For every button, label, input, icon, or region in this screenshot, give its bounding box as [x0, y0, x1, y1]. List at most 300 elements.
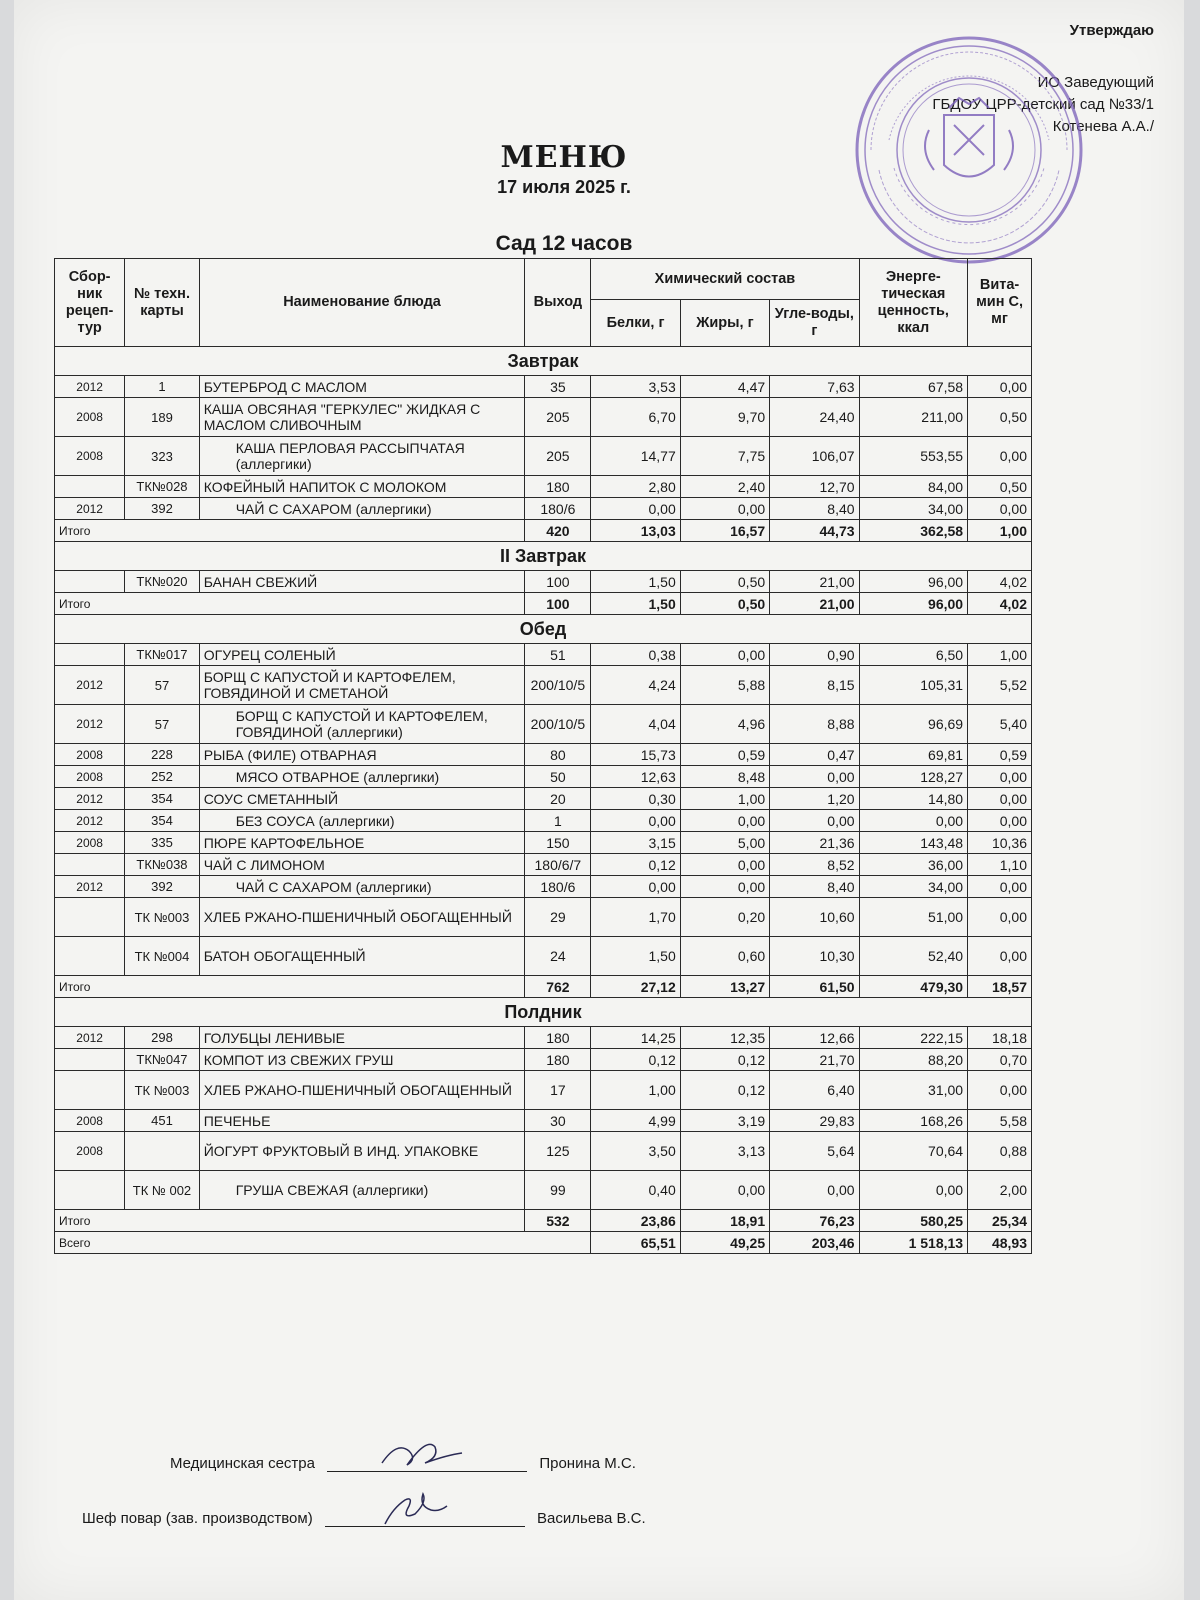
menu-sheet	[14, 0, 1184, 1600]
section-header-row	[55, 542, 1032, 571]
cell-recipe-collection	[55, 644, 125, 666]
cell-dish-name: КАША ОВСЯНАЯ "ГЕРКУЛЕС" ЖИДКАЯ С МАСЛОМ СЛИВОЧНЫМ	[199, 398, 525, 437]
cell-value-c: 8,88	[770, 705, 859, 744]
cell-recipe-collection	[55, 1171, 125, 1210]
cell-value-p: 0,40	[591, 1171, 680, 1210]
cell-dish-name: ХЛЕБ РЖАНО-ПШЕНИЧНЫЙ ОБОГАЩЕННЫЙ	[199, 1071, 525, 1110]
cell-value-p: 0,12	[591, 1049, 680, 1071]
cell-value-f: 0,00	[680, 644, 769, 666]
cell-tech-card: 335	[125, 832, 199, 854]
cell-value-c: 12,66	[770, 1027, 859, 1049]
cell-value-p: 6,70	[591, 398, 680, 437]
cell-value-c: 0,00	[770, 1171, 859, 1210]
cell-dish-name: РЫБА (ФИЛЕ) ОТВАРНАЯ	[199, 744, 525, 766]
section-title: Полдник	[55, 998, 1032, 1027]
cell-value-f: 0,00	[680, 876, 769, 898]
header-protein: Белки, г	[591, 300, 680, 347]
cell-value-f: 1,00	[680, 788, 769, 810]
cell-value-f: 7,75	[680, 437, 769, 476]
cell-value-f: 0,59	[680, 744, 769, 766]
table-row	[55, 376, 1032, 398]
section-total-row	[55, 520, 1032, 542]
cell-value-f: 0,00	[680, 854, 769, 876]
cell-value-f: 5,88	[680, 666, 769, 705]
cell-value-v: 0,00	[968, 498, 1032, 520]
cell-value-p: 1,50	[591, 571, 680, 593]
cell-value-e: 84,00	[859, 476, 968, 498]
total-label: Итого	[55, 976, 525, 998]
cell-dish-name: ЧАЙ С САХАРОМ (аллергики)	[199, 876, 525, 898]
total-value-v: 18,57	[968, 976, 1032, 998]
cell-value-v: 0,00	[968, 876, 1032, 898]
total-output: 420	[525, 520, 591, 542]
cell-recipe-collection: 2012	[55, 705, 125, 744]
cell-output: 80	[525, 744, 591, 766]
cell-value-p: 2,80	[591, 476, 680, 498]
total-label: Итого	[55, 520, 525, 542]
cell-dish-name: ПЮРЕ КАРТОФЕЛЬНОЕ	[199, 832, 525, 854]
header-chem: Химический состав	[591, 259, 859, 300]
cell-dish-name: МЯСО ОТВАРНОЕ (аллергики)	[199, 766, 525, 788]
cell-recipe-collection	[55, 937, 125, 976]
cell-value-p: 1,00	[591, 1071, 680, 1110]
table-row	[55, 666, 1032, 705]
cell-value-e: 553,55	[859, 437, 968, 476]
cell-value-v: 4,02	[968, 571, 1032, 593]
cell-value-e: 88,20	[859, 1049, 968, 1071]
grand-total-value-e: 1 518,13	[859, 1232, 968, 1254]
cell-value-e: 128,27	[859, 766, 968, 788]
cell-dish-name: ОГУРЕЦ СОЛЕНЫЙ	[199, 644, 525, 666]
cell-tech-card: ТК №003	[125, 898, 199, 937]
page-title: МЕНЮ	[500, 140, 628, 175]
cell-value-e: 36,00	[859, 854, 968, 876]
cell-value-c: 8,52	[770, 854, 859, 876]
cell-value-c: 29,83	[770, 1110, 859, 1132]
cell-value-f: 8,48	[680, 766, 769, 788]
table-row	[55, 437, 1032, 476]
total-value-c: 61,50	[770, 976, 859, 998]
cell-value-p: 4,24	[591, 666, 680, 705]
menu-subtitle: Сад 12 часов	[495, 232, 633, 255]
cell-output: 180	[525, 1027, 591, 1049]
cell-value-f: 2,40	[680, 476, 769, 498]
cell-output: 50	[525, 766, 591, 788]
cell-tech-card	[125, 1132, 199, 1171]
cell-tech-card: 57	[125, 705, 199, 744]
cell-value-f: 4,47	[680, 376, 769, 398]
total-value-v: 1,00	[968, 520, 1032, 542]
header-tech-card: № техн. карты	[125, 259, 199, 347]
cell-recipe-collection	[55, 476, 125, 498]
cell-recipe-collection: 2008	[55, 766, 125, 788]
cell-value-p: 1,50	[591, 937, 680, 976]
cell-value-v: 1,10	[968, 854, 1032, 876]
cell-dish-name: БЕЗ СОУСА (аллергики)	[199, 810, 525, 832]
approve-label: Утверждаю	[1069, 22, 1154, 39]
cell-value-c: 21,70	[770, 1049, 859, 1071]
cell-value-c: 8,40	[770, 498, 859, 520]
cell-dish-name: СОУС СМЕТАННЫЙ	[199, 788, 525, 810]
cell-value-e: 168,26	[859, 1110, 968, 1132]
cell-value-v: 0,50	[968, 476, 1032, 498]
cell-value-v: 0,00	[968, 810, 1032, 832]
cell-tech-card: 1	[125, 376, 199, 398]
cell-recipe-collection: 2012	[55, 376, 125, 398]
cell-output: 99	[525, 1171, 591, 1210]
menu-date: 17 июля 2025 г.	[497, 177, 631, 197]
table-row	[55, 476, 1032, 498]
total-label: Итого	[55, 1210, 525, 1232]
cell-value-c: 21,36	[770, 832, 859, 854]
cell-recipe-collection	[55, 1049, 125, 1071]
total-value-c: 21,00	[770, 593, 859, 615]
total-value-p: 27,12	[591, 976, 680, 998]
cell-value-e: 105,31	[859, 666, 968, 705]
table-row	[55, 398, 1032, 437]
cell-dish-name: ЙОГУРТ ФРУКТОВЫЙ В ИНД. УПАКОВКЕ	[199, 1132, 525, 1171]
cell-output: 200/10/5	[525, 705, 591, 744]
cell-value-v: 0,70	[968, 1049, 1032, 1071]
chef-handwritten-signature	[375, 1488, 465, 1528]
table-row	[55, 898, 1032, 937]
section-header-row	[55, 998, 1032, 1027]
table-row	[55, 644, 1032, 666]
cell-value-f: 3,19	[680, 1110, 769, 1132]
cell-tech-card: ТК№028	[125, 476, 199, 498]
cell-value-p: 0,00	[591, 810, 680, 832]
cell-output: 205	[525, 437, 591, 476]
section-title: Обед	[55, 615, 1032, 644]
cell-dish-name: БАТОН ОБОГАЩЕННЫЙ	[199, 937, 525, 976]
cell-value-p: 0,00	[591, 498, 680, 520]
cell-value-c: 24,40	[770, 398, 859, 437]
cell-value-v: 0,50	[968, 398, 1032, 437]
total-value-e: 580,25	[859, 1210, 968, 1232]
cell-value-c: 0,90	[770, 644, 859, 666]
cell-value-e: 211,00	[859, 398, 968, 437]
cell-value-c: 0,00	[770, 810, 859, 832]
cell-tech-card: 392	[125, 876, 199, 898]
cell-value-v: 0,00	[968, 898, 1032, 937]
cell-tech-card: 228	[125, 744, 199, 766]
cell-value-e: 143,48	[859, 832, 968, 854]
document-heading	[394, 140, 734, 256]
grand-total-value-c: 203,46	[770, 1232, 859, 1254]
cell-value-f: 0,50	[680, 571, 769, 593]
cell-value-e: 222,15	[859, 1027, 968, 1049]
cell-value-p: 15,73	[591, 744, 680, 766]
cell-value-v: 0,88	[968, 1132, 1032, 1171]
cell-tech-card: 354	[125, 810, 199, 832]
total-value-f: 13,27	[680, 976, 769, 998]
cell-output: 100	[525, 571, 591, 593]
nurse-label: Медицинская сестра	[170, 1455, 315, 1472]
cell-recipe-collection: 2012	[55, 666, 125, 705]
cell-recipe-collection: 2012	[55, 876, 125, 898]
cell-value-e: 51,00	[859, 898, 968, 937]
cell-recipe-collection: 2012	[55, 788, 125, 810]
cell-value-v: 5,40	[968, 705, 1032, 744]
cell-tech-card: ТК №003	[125, 1071, 199, 1110]
cell-dish-name: ПЕЧЕНЬЕ	[199, 1110, 525, 1132]
cell-output: 51	[525, 644, 591, 666]
section-total-row	[55, 593, 1032, 615]
cell-value-p: 1,70	[591, 898, 680, 937]
cell-output: 24	[525, 937, 591, 976]
section-total-row	[55, 1210, 1032, 1232]
cell-dish-name: ЧАЙ С САХАРОМ (аллергики)	[199, 498, 525, 520]
cell-value-p: 3,53	[591, 376, 680, 398]
cell-value-c: 8,15	[770, 666, 859, 705]
cell-recipe-collection: 2008	[55, 437, 125, 476]
total-value-p: 13,03	[591, 520, 680, 542]
cell-value-p: 0,12	[591, 854, 680, 876]
cell-dish-name: БАНАН СВЕЖИЙ	[199, 571, 525, 593]
cell-value-p: 0,38	[591, 644, 680, 666]
cell-value-p: 14,77	[591, 437, 680, 476]
approve-org: ГБДОУ ЦРР-детский сад №33/1	[932, 96, 1154, 113]
table-row	[55, 937, 1032, 976]
total-output: 100	[525, 593, 591, 615]
table-row	[55, 854, 1032, 876]
cell-value-c: 1,20	[770, 788, 859, 810]
cell-value-c: 5,64	[770, 1132, 859, 1171]
table-row	[55, 705, 1032, 744]
table-row	[55, 788, 1032, 810]
section-title: II Завтрак	[55, 542, 1032, 571]
menu-table	[54, 258, 1032, 1254]
chef-label: Шеф повар (зав. производством)	[82, 1510, 313, 1527]
header-energy: Энерге-тическая ценность, ккал	[859, 259, 968, 347]
cell-value-c: 21,00	[770, 571, 859, 593]
cell-dish-name: ЧАЙ С ЛИМОНОМ	[199, 854, 525, 876]
cell-dish-name: ХЛЕБ РЖАНО-ПШЕНИЧНЫЙ ОБОГАЩЕННЫЙ	[199, 898, 525, 937]
nurse-name: Пронина М.С.	[539, 1455, 636, 1472]
cell-value-c: 0,47	[770, 744, 859, 766]
section-header-row	[55, 347, 1032, 376]
table-row	[55, 1027, 1032, 1049]
approve-position: ИО Заведующий	[1037, 74, 1154, 91]
table-row	[55, 1132, 1032, 1171]
cell-value-c: 6,40	[770, 1071, 859, 1110]
cell-recipe-collection: 2012	[55, 810, 125, 832]
cell-output: 125	[525, 1132, 591, 1171]
cell-value-v: 0,00	[968, 1071, 1032, 1110]
header-fat: Жиры, г	[680, 300, 769, 347]
cell-value-f: 0,20	[680, 898, 769, 937]
cell-dish-name: ГОЛУБЦЫ ЛЕНИВЫЕ	[199, 1027, 525, 1049]
cell-value-f: 0,12	[680, 1049, 769, 1071]
cell-recipe-collection: 2008	[55, 744, 125, 766]
cell-recipe-collection: 2012	[55, 498, 125, 520]
cell-dish-name: КОМПОТ ИЗ СВЕЖИХ ГРУШ	[199, 1049, 525, 1071]
cell-value-p: 4,04	[591, 705, 680, 744]
cell-value-f: 12,35	[680, 1027, 769, 1049]
cell-value-v: 0,00	[968, 437, 1032, 476]
cell-value-v: 0,00	[968, 766, 1032, 788]
cell-value-e: 0,00	[859, 810, 968, 832]
cell-value-e: 6,50	[859, 644, 968, 666]
table-row	[55, 571, 1032, 593]
cell-recipe-collection: 2008	[55, 398, 125, 437]
table-row	[55, 498, 1032, 520]
total-output: 762	[525, 976, 591, 998]
cell-value-f: 0,00	[680, 1171, 769, 1210]
cell-value-v: 0,59	[968, 744, 1032, 766]
nurse-handwritten-signature	[377, 1433, 467, 1473]
table-row	[55, 810, 1032, 832]
grand-total-label: Всего	[55, 1232, 591, 1254]
cell-value-e: 69,81	[859, 744, 968, 766]
table-row	[55, 1071, 1032, 1110]
cell-value-e: 52,40	[859, 937, 968, 976]
cell-value-p: 0,30	[591, 788, 680, 810]
total-value-c: 44,73	[770, 520, 859, 542]
cell-dish-name: БОРЩ С КАПУСТОЙ И КАРТОФЕЛЕМ, ГОВЯДИНОЙ И СМЕТАНОЙ	[199, 666, 525, 705]
cell-value-c: 0,00	[770, 766, 859, 788]
cell-dish-name: КОФЕЙНЫЙ НАПИТОК С МОЛОКОМ	[199, 476, 525, 498]
cell-value-f: 5,00	[680, 832, 769, 854]
grand-total-value-v: 48,93	[968, 1232, 1032, 1254]
chef-name: Васильева В.С.	[537, 1510, 646, 1527]
cell-value-c: 106,07	[770, 437, 859, 476]
official-seal-stamp	[849, 30, 1089, 270]
cell-value-e: 96,69	[859, 705, 968, 744]
total-value-e: 479,30	[859, 976, 968, 998]
cell-tech-card: 451	[125, 1110, 199, 1132]
cell-value-e: 96,00	[859, 571, 968, 593]
cell-recipe-collection	[55, 571, 125, 593]
cell-output: 205	[525, 398, 591, 437]
cell-value-c: 7,63	[770, 376, 859, 398]
cell-value-e: 0,00	[859, 1171, 968, 1210]
total-value-v: 4,02	[968, 593, 1032, 615]
cell-value-v: 5,58	[968, 1110, 1032, 1132]
cell-tech-card: ТК №004	[125, 937, 199, 976]
cell-recipe-collection: 2012	[55, 1027, 125, 1049]
grand-total-value-f: 49,25	[680, 1232, 769, 1254]
cell-dish-name: БУТЕРБРОД С МАСЛОМ	[199, 376, 525, 398]
total-value-f: 16,57	[680, 520, 769, 542]
cell-tech-card: 57	[125, 666, 199, 705]
cell-tech-card: ТК № 002	[125, 1171, 199, 1210]
table-row	[55, 1171, 1032, 1210]
cell-value-p: 12,63	[591, 766, 680, 788]
cell-value-c: 12,70	[770, 476, 859, 498]
cell-value-v: 0,00	[968, 937, 1032, 976]
cell-value-v: 0,00	[968, 376, 1032, 398]
cell-tech-card: ТК№020	[125, 571, 199, 593]
header-dish-name: Наименование блюда	[199, 259, 525, 347]
cell-output: 30	[525, 1110, 591, 1132]
cell-value-f: 9,70	[680, 398, 769, 437]
cell-value-p: 3,15	[591, 832, 680, 854]
table-row	[55, 1049, 1032, 1071]
cell-output: 150	[525, 832, 591, 854]
cell-recipe-collection: 2008	[55, 1132, 125, 1171]
cell-value-c: 10,60	[770, 898, 859, 937]
cell-value-v: 1,00	[968, 644, 1032, 666]
total-value-v: 25,34	[968, 1210, 1032, 1232]
section-title: Завтрак	[55, 347, 1032, 376]
cell-tech-card: ТК№047	[125, 1049, 199, 1071]
cell-tech-card: ТК№038	[125, 854, 199, 876]
cell-value-v: 0,00	[968, 788, 1032, 810]
total-value-p: 1,50	[591, 593, 680, 615]
grand-total-value-p: 65,51	[591, 1232, 680, 1254]
cell-tech-card: ТК№017	[125, 644, 199, 666]
total-value-e: 96,00	[859, 593, 968, 615]
chef-signature-row	[82, 1510, 646, 1527]
cell-value-v: 18,18	[968, 1027, 1032, 1049]
cell-output: 180	[525, 1049, 591, 1071]
section-total-row	[55, 976, 1032, 998]
cell-value-e: 14,80	[859, 788, 968, 810]
chef-signature-line	[325, 1512, 525, 1527]
cell-output: 1	[525, 810, 591, 832]
total-value-p: 23,86	[591, 1210, 680, 1232]
cell-tech-card: 298	[125, 1027, 199, 1049]
section-header-row	[55, 615, 1032, 644]
cell-value-f: 0,12	[680, 1071, 769, 1110]
cell-value-e: 34,00	[859, 876, 968, 898]
table-row	[55, 876, 1032, 898]
nurse-signature-line	[327, 1457, 527, 1472]
cell-value-f: 4,96	[680, 705, 769, 744]
grand-total-row	[55, 1232, 1032, 1254]
cell-value-e: 70,64	[859, 1132, 968, 1171]
cell-value-f: 0,60	[680, 937, 769, 976]
total-value-f: 18,91	[680, 1210, 769, 1232]
cell-value-p: 0,00	[591, 876, 680, 898]
cell-value-e: 67,58	[859, 376, 968, 398]
cell-value-e: 34,00	[859, 498, 968, 520]
cell-output: 180/6	[525, 498, 591, 520]
cell-value-p: 14,25	[591, 1027, 680, 1049]
cell-tech-card: 189	[125, 398, 199, 437]
cell-dish-name: БОРЩ С КАПУСТОЙ И КАРТОФЕЛЕМ, ГОВЯДИНОЙ (аллергики)	[199, 705, 525, 744]
cell-value-p: 3,50	[591, 1132, 680, 1171]
cell-value-v: 2,00	[968, 1171, 1032, 1210]
cell-output: 180/6/7	[525, 854, 591, 876]
cell-value-f: 0,00	[680, 810, 769, 832]
cell-recipe-collection: 2008	[55, 1110, 125, 1132]
total-output: 532	[525, 1210, 591, 1232]
header-output: Выход	[525, 259, 591, 347]
cell-dish-name: ГРУША СВЕЖАЯ (аллергики)	[199, 1171, 525, 1210]
total-value-c: 76,23	[770, 1210, 859, 1232]
total-value-f: 0,50	[680, 593, 769, 615]
cell-value-f: 0,00	[680, 498, 769, 520]
cell-value-e: 31,00	[859, 1071, 968, 1110]
header-vitamin-c: Вита-мин С, мг	[968, 259, 1032, 347]
cell-recipe-collection	[55, 1071, 125, 1110]
cell-recipe-collection: 2008	[55, 832, 125, 854]
cell-output: 35	[525, 376, 591, 398]
cell-output: 200/10/5	[525, 666, 591, 705]
table-row	[55, 1110, 1032, 1132]
header-collection: Сбор-ник рецеп-тур	[55, 259, 125, 347]
cell-tech-card: 392	[125, 498, 199, 520]
total-label: Итого	[55, 593, 525, 615]
cell-value-c: 10,30	[770, 937, 859, 976]
table-row	[55, 766, 1032, 788]
cell-output: 180/6	[525, 876, 591, 898]
cell-tech-card: 252	[125, 766, 199, 788]
cell-value-v: 10,36	[968, 832, 1032, 854]
header-carbs: Угле-воды, г	[770, 300, 859, 347]
